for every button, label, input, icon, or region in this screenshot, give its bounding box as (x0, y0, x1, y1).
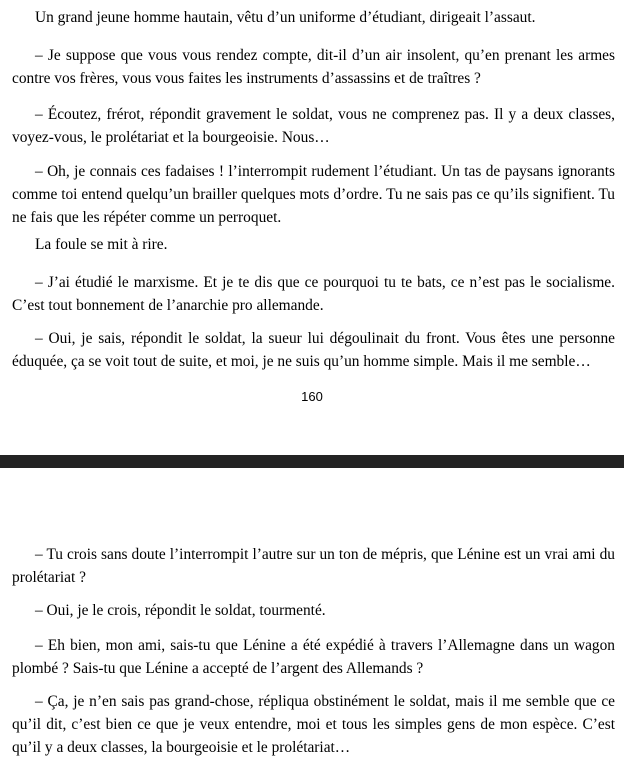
paragraph: – Oh, je connais ces fadaises ! l’interrompit rudement l’étudiant. Un tas de paysans ignorants comme toi entend quelqu’un brailler quelques mots d’ordre. Tu ne sais pas ce qu’ils signifient. Tu ne fais que les répéter comme un perroquet. (12, 163, 615, 226)
paragraph: – Tu crois sans doute l’interrompit l’autre sur un ton de mépris, que Lénine est un vrai ami du prolétariat ? (12, 546, 615, 586)
paragraph: – Ça, je n’en sais pas grand-chose, répliqua obstinément le soldat, mais il me semble que ce qu’il dit, c’est bien ce que je veux entendre, moi et tous les simples gens de mon espèce. C’est qu’il y a deux classes, la bourgeoisie et le prolétariat… (12, 693, 615, 756)
paragraph: Un grand jeune homme hautain, vêtu d’un uniforme d’étudiant, dirigeait l’assaut. (35, 9, 536, 26)
page-divider (0, 455, 624, 468)
paragraph: La foule se mit à rire. (35, 236, 168, 253)
paragraph: – J’ai étudié le marxisme. Et je te dis que ce pourquoi tu te bats, ce n’est pas le socialisme. C’est tout bonnement de l’anarchie pro allemande. (12, 274, 615, 314)
paragraph: – Écoutez, frérot, répondit gravement le soldat, vous ne comprenez pas. Il y a deux classes, voyez-vous, le prolétariat et la bourgeoisie. Nous… (12, 106, 615, 146)
paragraph: – Eh bien, mon ami, sais-tu que Lénine a été expédié à travers l’Allemagne dans un wagon plombé ? Sais-tu que Lénine a accepté de l’argent des Allemands ? (12, 637, 615, 677)
page-number: 160 (301, 389, 323, 404)
paragraph: – Je suppose que vous vous rendez compte, dit-il d’un air insolent, qu’en prenant les armes contre vos frères, vous vous faites les instruments d’assassins et de traîtres ? (12, 47, 615, 87)
page-161 (0, 468, 624, 756)
paragraph: – Oui, je sais, répondit le soldat, la sueur lui dégoulinait du front. Vous êtes une personne éduquée, ça se voit tout de suite, et moi, je ne suis qu’un homme simple. Mais il me semble… (12, 330, 615, 370)
paragraph: – Oui, je le crois, répondit le soldat, tourmenté. (35, 602, 326, 619)
